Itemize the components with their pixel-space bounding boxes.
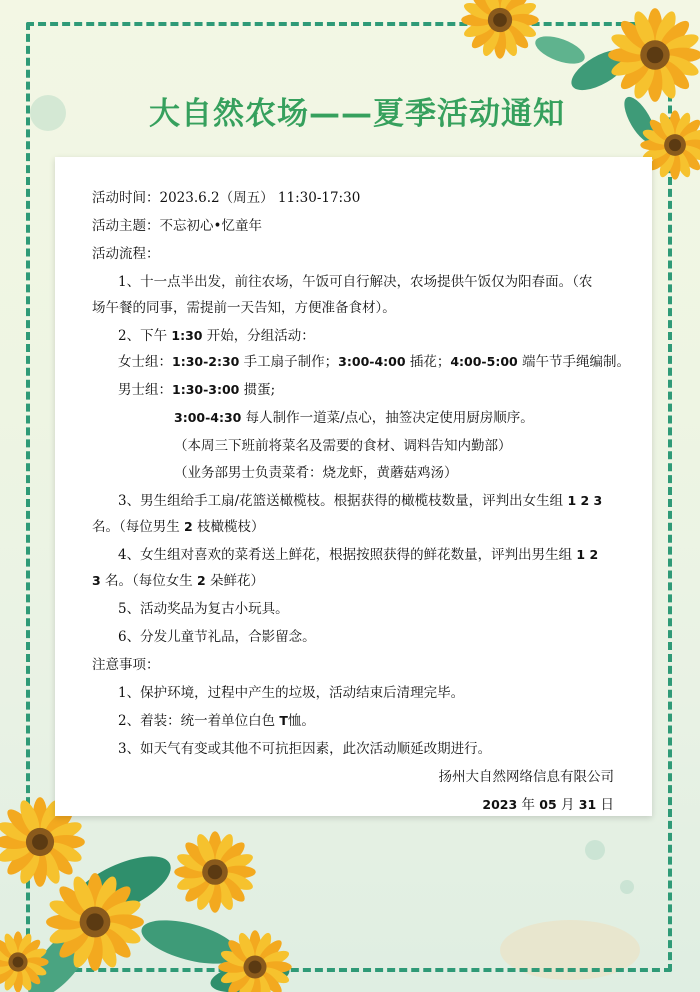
female-group-label: 女士组： <box>118 354 172 370</box>
date-year: 2023 <box>482 797 518 812</box>
step-4-line-1 <box>118 546 598 564</box>
male-group-note-1: （本周三下班前将菜名及需要的食材、调料告知内勤部） <box>174 438 512 454</box>
schedule-activity: 掼蛋; <box>243 382 276 398</box>
male-group-schedule <box>118 381 275 399</box>
step-4-text: 朵鲜花） <box>210 573 265 589</box>
schedule-activity: 端午节手绳编制。 <box>522 354 631 370</box>
note-1: 1、保护环境，过程中产生的垃圾，活动结束后清理完毕。 <box>118 685 465 701</box>
female-group-schedule <box>118 353 630 371</box>
schedule-activity: 每人制作一道菜/点心，抽签决定使用厨房顺序。 <box>245 410 534 426</box>
male-group-label: 男士组： <box>118 382 172 398</box>
date-day: 31 <box>578 797 597 812</box>
note-2-text: 2、着装：统一着单位白色 <box>118 713 276 729</box>
notes-heading: 注意事项： <box>92 657 160 673</box>
step-4-rank: 1 2 <box>576 547 599 562</box>
schedule-activity: 插花； <box>409 354 451 370</box>
schedule-time: 1:30-3:00 <box>172 382 240 397</box>
schedule-time: 3:00-4:30 <box>174 410 242 425</box>
step-2-prefix: 2、下午 <box>118 328 168 344</box>
sunflower-icon <box>218 930 291 992</box>
note-2-t: T <box>279 713 288 728</box>
page-title: 大自然农场——夏季活动通知 <box>149 96 565 132</box>
male-group-note-2: （业务部男士负责菜肴：烧龙虾，黄蘑菇鸡汤） <box>174 465 458 481</box>
step-3-text: 枝橄榄枝） <box>197 519 265 535</box>
sunflower-bottom-left <box>0 792 320 992</box>
issue-date <box>482 796 614 814</box>
step-6: 6、分发儿童节礼品，合影留念。 <box>118 629 316 645</box>
notice-card <box>55 157 652 816</box>
note-2 <box>118 712 315 730</box>
date-year-label: 年 <box>521 797 535 813</box>
step-4-count: 2 <box>197 573 206 588</box>
event-time: 活动时间：2023.6.2（周五） 11:30-17:30 <box>92 190 361 206</box>
sunflower-icon <box>46 873 144 971</box>
step-3-line-2 <box>92 518 265 536</box>
sunflower-icon <box>461 0 539 59</box>
step-3-text: 名。（每位男生 <box>92 519 180 535</box>
male-group-schedule-2 <box>174 409 534 427</box>
step-4-rank: 3 <box>92 573 101 588</box>
step-4-text: 4、女生组对喜欢的菜肴送上鲜花，根据按照获得的鲜花数量，评判出男生组 <box>118 547 573 563</box>
note-3: 3、如天气有变或其他不可抗拒因素，此次活动顺延改期进行。 <box>118 741 492 757</box>
step-3-line-1 <box>118 492 602 510</box>
date-day-label: 日 <box>600 797 614 813</box>
step-2-suffix: 开始，分组活动： <box>206 328 315 344</box>
step-1-line-1: 1、十一点半出发，前往农场，午饭可自行解决，农场提供午饭仅为阳春面。（农 <box>118 274 593 290</box>
step-5: 5、活动奖品为复古小玩具。 <box>118 601 289 617</box>
step-3-text: 3、男生组给手工扇/花篮送橄榄枝。根据获得的橄榄枝数量，评判出女生组 <box>118 493 564 509</box>
sunflower-icon <box>174 831 256 913</box>
step-3-count: 2 <box>184 519 193 534</box>
flow-heading: 活动流程： <box>92 246 160 262</box>
step-4-line-2 <box>92 572 264 590</box>
schedule-time: 3:00-4:00 <box>338 354 406 369</box>
step-2-time: 1:30 <box>171 328 203 343</box>
note-2-text: 恤。 <box>287 713 315 729</box>
step-4-text: 名。（每位女生 <box>105 573 193 589</box>
event-theme: 活动主题：不忘初心•忆童年 <box>92 218 262 234</box>
step-3-rank: 1 2 3 <box>567 493 603 508</box>
date-month-label: 月 <box>561 797 575 813</box>
company-name: 扬州大自然网络信息有限公司 <box>438 769 614 785</box>
date-month: 05 <box>539 797 557 812</box>
schedule-activity: 手工扇子制作； <box>243 354 339 370</box>
step-1-line-2: 场午餐的同事，需提前一天告知，方便准备食材）。 <box>92 300 396 316</box>
schedule-time: 1:30-2:30 <box>172 354 240 369</box>
schedule-time: 4:00-5:00 <box>450 354 518 369</box>
step-2 <box>118 327 315 345</box>
